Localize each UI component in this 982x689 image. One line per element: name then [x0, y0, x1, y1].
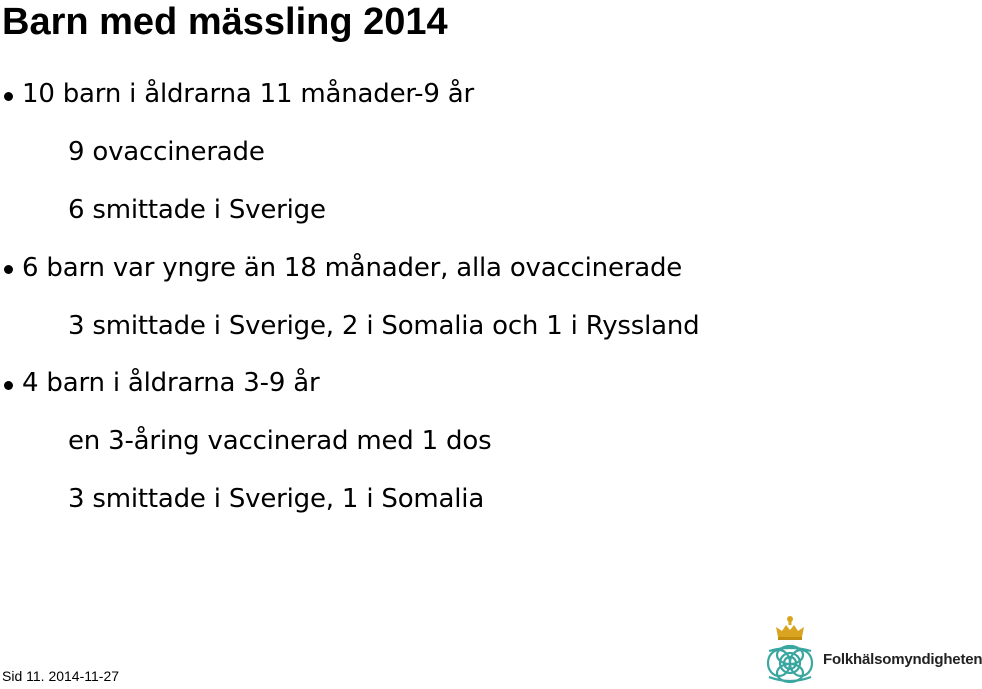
sub-line: en 3-åring vaccinerad med 1 dos	[68, 426, 492, 456]
bullet-line: 4 barn i åldrarna 3-9 år	[22, 368, 320, 398]
knot-icon	[768, 646, 812, 682]
crown-knot-icon	[757, 615, 823, 687]
bullet-line: 10 barn i åldrarna 11 månader-9 år	[22, 79, 474, 109]
sub-line: 6 smittade i Sverige	[68, 195, 326, 225]
bullet-dot	[4, 381, 13, 390]
organization-logo	[757, 615, 982, 687]
sub-line: 3 smittade i Sverige, 2 i Somalia och 1 i Ryssland	[68, 311, 700, 341]
organization-name: Folkhälsomyndigheten	[823, 651, 982, 668]
slide-date: 2014-11-27	[48, 668, 120, 684]
bullet-dot	[4, 265, 13, 274]
sub-line: 9 ovaccinerade	[68, 137, 265, 167]
bullet-dot	[4, 92, 13, 101]
page-number: Sid 11.	[2, 668, 45, 684]
sub-line: 3 smittade i Sverige, 1 i Somalia	[68, 484, 485, 514]
footer	[2, 667, 119, 685]
bullet-line: 6 barn var yngre än 18 månader, alla ovaccinerade	[22, 253, 683, 283]
slide-title: Barn med mässling 2014	[2, 1, 448, 43]
crown-icon	[776, 616, 804, 640]
